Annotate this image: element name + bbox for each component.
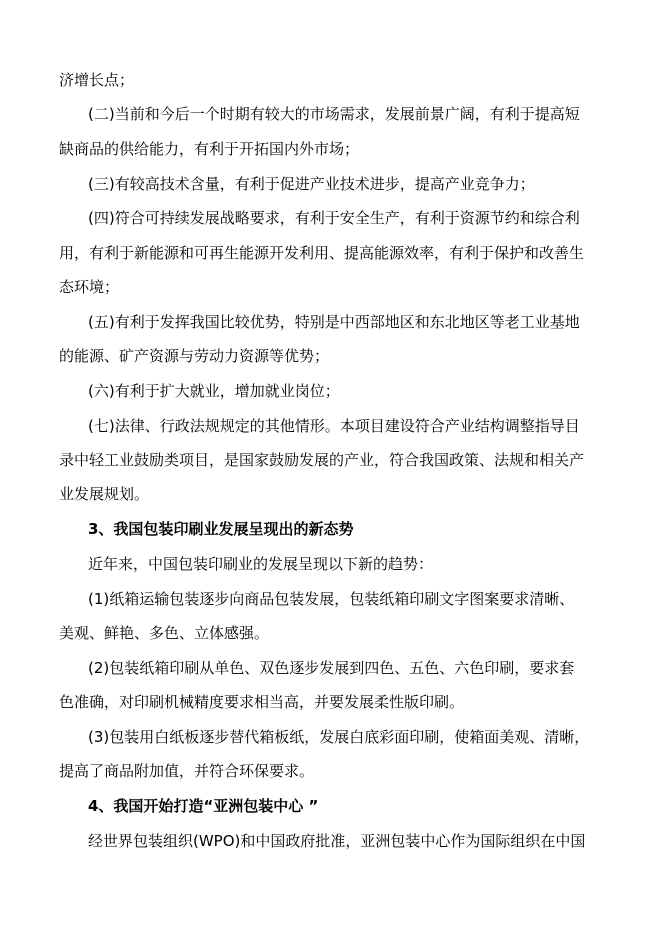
text-line: 济增长点； [59,71,135,89]
text-line: (七)法律、行政法规规定的其他情形。本项目建设符合产业结构调整指导目 [88,417,580,435]
text-line: (四)符合可持续发展战略要求，有利于安全生产，有利于资源节约和综合利 [88,209,580,227]
text-line: (1)纸箱运输包装逐步向商品包装发展，包装纸箱印刷文字图案要求清晰、 [88,590,575,608]
section-heading: 3、我国包装印刷业发展呈现出的新态势 [88,520,354,538]
text-line: 用，有利于新能源和可再生能源开发利用、提高能源效率，有利于保护和改善生 [59,244,585,262]
text-line: 提高了商品附加值，并符合环保要求。 [59,762,315,780]
text-line: 色准确，对印刷机械精度要求相当高，并要发展柔性版印刷。 [59,693,465,711]
text-line: 态环境； [59,278,120,296]
text-line: (三)有较高技术含量，有利于促进产业技术进步，提高产业竞争力； [88,175,535,193]
text-line: (2)包装纸箱印刷从单色、双色逐步发展到四色、五色、六色印刷，要求套 [88,659,575,677]
text-line: (二)当前和今后一个时期有较大的市场需求，发展前景广阔，有利于提高短 [88,105,580,123]
text-line: 经世界包装组织(WPO)和中国政府批准，亚洲包装中心作为国际组织在中国 [88,832,586,850]
text-line: 的能源、矿产资源与劳动力资源等优势； [59,347,330,365]
text-line: (六)有利于扩大就业，增加就业岗位； [88,382,340,400]
text-line: 录中轻工业鼓励类项目，是国家鼓励发展的产业，符合我国政策、法规和相关产 [59,451,585,469]
text-line: 美观、鲜艳、多色、立体感强。 [59,624,270,642]
text-line: 缺商品的供给能力，有利于开拓国内外市场； [59,140,360,158]
text-line: (五)有利于发挥我国比较优势，特别是中西部地区和东北地区等老工业基地 [88,313,580,331]
text-line: 业发展规划。 [59,485,150,503]
text-line: 近年来，中国包装印刷业的发展呈现以下新的趋势： [88,555,434,573]
section-heading: 4、我国开始打造“亚洲包装中心 ” [88,797,319,815]
text-line: (3)包装用白纸板逐步替代箱板纸，发展白底彩面印刷，使箱面美观、清晰， [88,728,590,746]
